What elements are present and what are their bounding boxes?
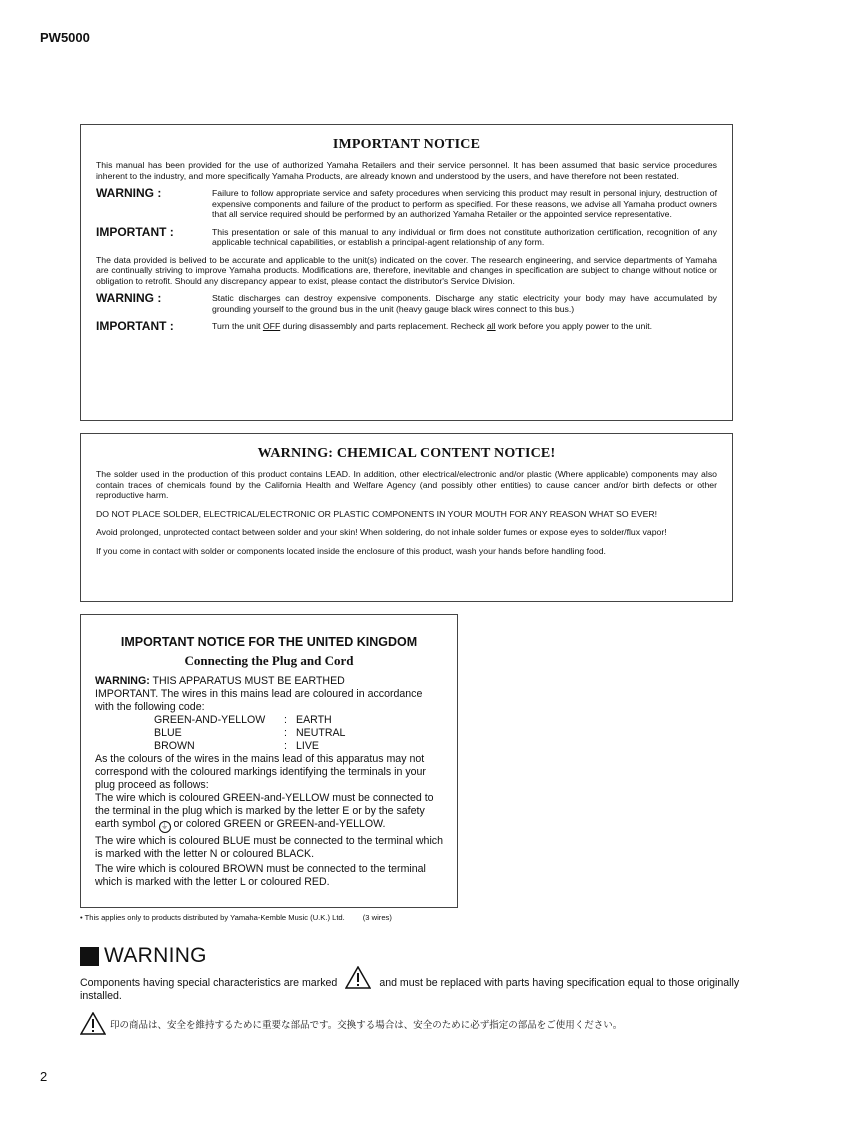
warning-square-icon bbox=[80, 947, 99, 966]
warning-text-a: Components having special characteristics are marked bbox=[80, 977, 338, 989]
wire-sep: : bbox=[284, 740, 287, 752]
page-number: 2 bbox=[40, 1069, 48, 1084]
warning-text-b: and must be replaced with parts having specification equal to those originally installed. bbox=[80, 977, 740, 1002]
uk-footnote bbox=[80, 913, 392, 922]
notice-item-static-warning bbox=[96, 292, 717, 314]
uk-brown-paragraph: The wire which is coloured BROWN must be connected to the terminal which is marked with the letter L or coloured RED. bbox=[95, 863, 426, 888]
notice-item-label: IMPORTANT : bbox=[96, 319, 174, 333]
notice-item-text: Static discharges can destroy expensive components. Discharge any static electricity your body may have accumulated by grounding yourself to the ground bus in the unit (heavy gauge black wires connect to this bus.) bbox=[212, 293, 717, 314]
uk-colours-paragraph: As the colours of the wires in the mains lead of this apparatus may not correspond with the coloured markings identifying the terminals in your plug proceed as follows: bbox=[95, 753, 426, 791]
uk-important-text: IMPORTANT. The wires in this mains lead are coloured in accordance with the following code: bbox=[95, 688, 423, 713]
footnote-text: • This applies only to products distributed by Yamaha-Kemble Music (U.K.) Ltd. bbox=[80, 913, 345, 922]
caution-triangle-icon bbox=[80, 1012, 106, 1035]
notice-item-text bbox=[212, 320, 717, 333]
japanese-warning bbox=[80, 1012, 622, 1035]
wire-colour: GREEN-AND-YELLOW bbox=[154, 714, 266, 726]
notice-item-label: WARNING : bbox=[96, 291, 162, 305]
uk-notice-title: IMPORTANT NOTICE FOR THE UNITED KINGDOM bbox=[120, 635, 418, 649]
wire-colour: BLUE bbox=[154, 727, 182, 739]
warning-heading bbox=[80, 944, 207, 968]
model-name: PW5000 bbox=[40, 30, 90, 45]
uk-warning-text: THIS APPARATUS MUST BE EARTHED bbox=[149, 675, 345, 687]
uk-notice-box bbox=[80, 614, 458, 908]
important-notice-intro: This manual has been provided for the use of authorized Yamaha Retailers and their service personnel. It has been assumed that basic service procedures inherent to the industry, and more specifically Yamaha Products, are already known and understood by the users, and have therefore not been restated. bbox=[96, 160, 717, 181]
notice-item-text: This presentation or sale of this manual to any individual or firm does not constitute authorization certification, recognition of any applicable technical capabilities, or establish a principal-agent relationship of any form. bbox=[212, 226, 717, 247]
notice-item-label: IMPORTANT : bbox=[96, 224, 174, 239]
wire-sep: : bbox=[284, 727, 287, 739]
text-segment: The wire which is coloured GREEN-and-YELLOW must be connected to the terminal in the plug which is marked by the letter E or by the safety earth symbol bbox=[95, 792, 434, 830]
chemical-paragraph: The solder used in the production of this product contains LEAD. In addition, other electrical/electronic and/or plastic (Where applicable) components may also contain traces of chemicals found by the California Health and Welfare Agency (and possibly other entities) to cause cancer and/or birth defects or other reproductive harm. bbox=[96, 469, 717, 500]
important-notice-box bbox=[80, 124, 733, 421]
chemical-paragraph: Avoid prolonged, unprotected contact between solder and your skin! When soldering, do not inhale solder fumes or expose eyes to solder/flux vapor! bbox=[96, 527, 667, 537]
off-emphasis: OFF bbox=[262, 321, 281, 331]
chemical-paragraph: If you come in contact with solder or components located inside the enclosure of this product, wash your hands before handling food. bbox=[96, 545, 606, 556]
wire-code-row bbox=[154, 740, 443, 753]
text-segment: during disassembly and parts replacement. Recheck bbox=[280, 321, 487, 331]
uk-blue-paragraph: The wire which is coloured BLUE must be connected to the terminal which is marked with the letter N or coloured BLACK. bbox=[95, 835, 443, 860]
text-segment: or colored GREEN or GREEN-and-YELLOW. bbox=[170, 818, 386, 830]
all-emphasis: all bbox=[486, 321, 496, 331]
wire-meaning: NEUTRAL bbox=[296, 727, 346, 739]
earth-symbol-icon: ⏚ bbox=[159, 821, 171, 833]
wire-colour: BROWN bbox=[154, 740, 195, 752]
uk-warning-label: WARNING: bbox=[95, 675, 150, 687]
notice-item-warning bbox=[96, 187, 717, 220]
footnote-wires: (3 wires) bbox=[362, 913, 392, 922]
wire-meaning: EARTH bbox=[296, 714, 332, 726]
notice-item-text: Failure to follow appropriate service and safety procedures when servicing this product may result in personal injury, destruction of expensive components and failure of the product to perform as specified. For these reasons, we advise all Yamaha product owners that all service required should be performed by an authorized Yamaha Retailer or the appointed service representative. bbox=[212, 188, 717, 219]
notice-item-important bbox=[96, 226, 717, 248]
chemical-notice-box bbox=[80, 433, 733, 602]
uk-green-paragraph bbox=[95, 792, 443, 833]
notice-item-label: WARNING : bbox=[96, 186, 162, 200]
text-segment: Turn the unit bbox=[212, 321, 263, 331]
notice-item-power-off bbox=[96, 320, 717, 333]
wire-code-row bbox=[154, 714, 443, 727]
text-segment: work before you apply power to the unit. bbox=[495, 321, 653, 331]
wire-code-row bbox=[154, 727, 443, 740]
wire-meaning: LIVE bbox=[296, 740, 319, 752]
wire-code-list bbox=[154, 714, 443, 753]
important-notice-title: IMPORTANT NOTICE bbox=[332, 137, 481, 152]
warning-body bbox=[80, 966, 740, 1002]
wire-sep: : bbox=[284, 714, 287, 726]
caution-triangle-icon bbox=[345, 966, 371, 989]
uk-notice-subtitle: Connecting the Plug and Cord bbox=[184, 653, 354, 668]
uk-warning-line bbox=[95, 675, 443, 688]
data-paragraph: The data provided is belived to be accurate and applicable to the unit(s) indicated on the cover. The research engineering, and service departments of Yamaha are continually striving to improve Yamaha products. Modifications are, therefore, inevitable and changes in specification are subject to change without notice or obligation to retrofit. Should any discrepancy appear to exist, please contact the distributor's Service Division. bbox=[96, 254, 717, 286]
chemical-paragraph: DO NOT PLACE SOLDER, ELECTRICAL/ELECTRONIC OR PLASTIC COMPONENTS IN YOUR MOUTH FOR ANY REASON WHAT SO EVER! bbox=[96, 508, 658, 519]
warning-heading-text: WARNING bbox=[104, 944, 207, 967]
chemical-notice-title: WARNING: CHEMICAL CONTENT NOTICE! bbox=[257, 446, 556, 461]
japanese-warning-text: 印の商品は、安全を維持するために重要な部品です。交換する場合は、安全のために必ず指定の部品をご使用ください。 bbox=[110, 1019, 623, 1031]
